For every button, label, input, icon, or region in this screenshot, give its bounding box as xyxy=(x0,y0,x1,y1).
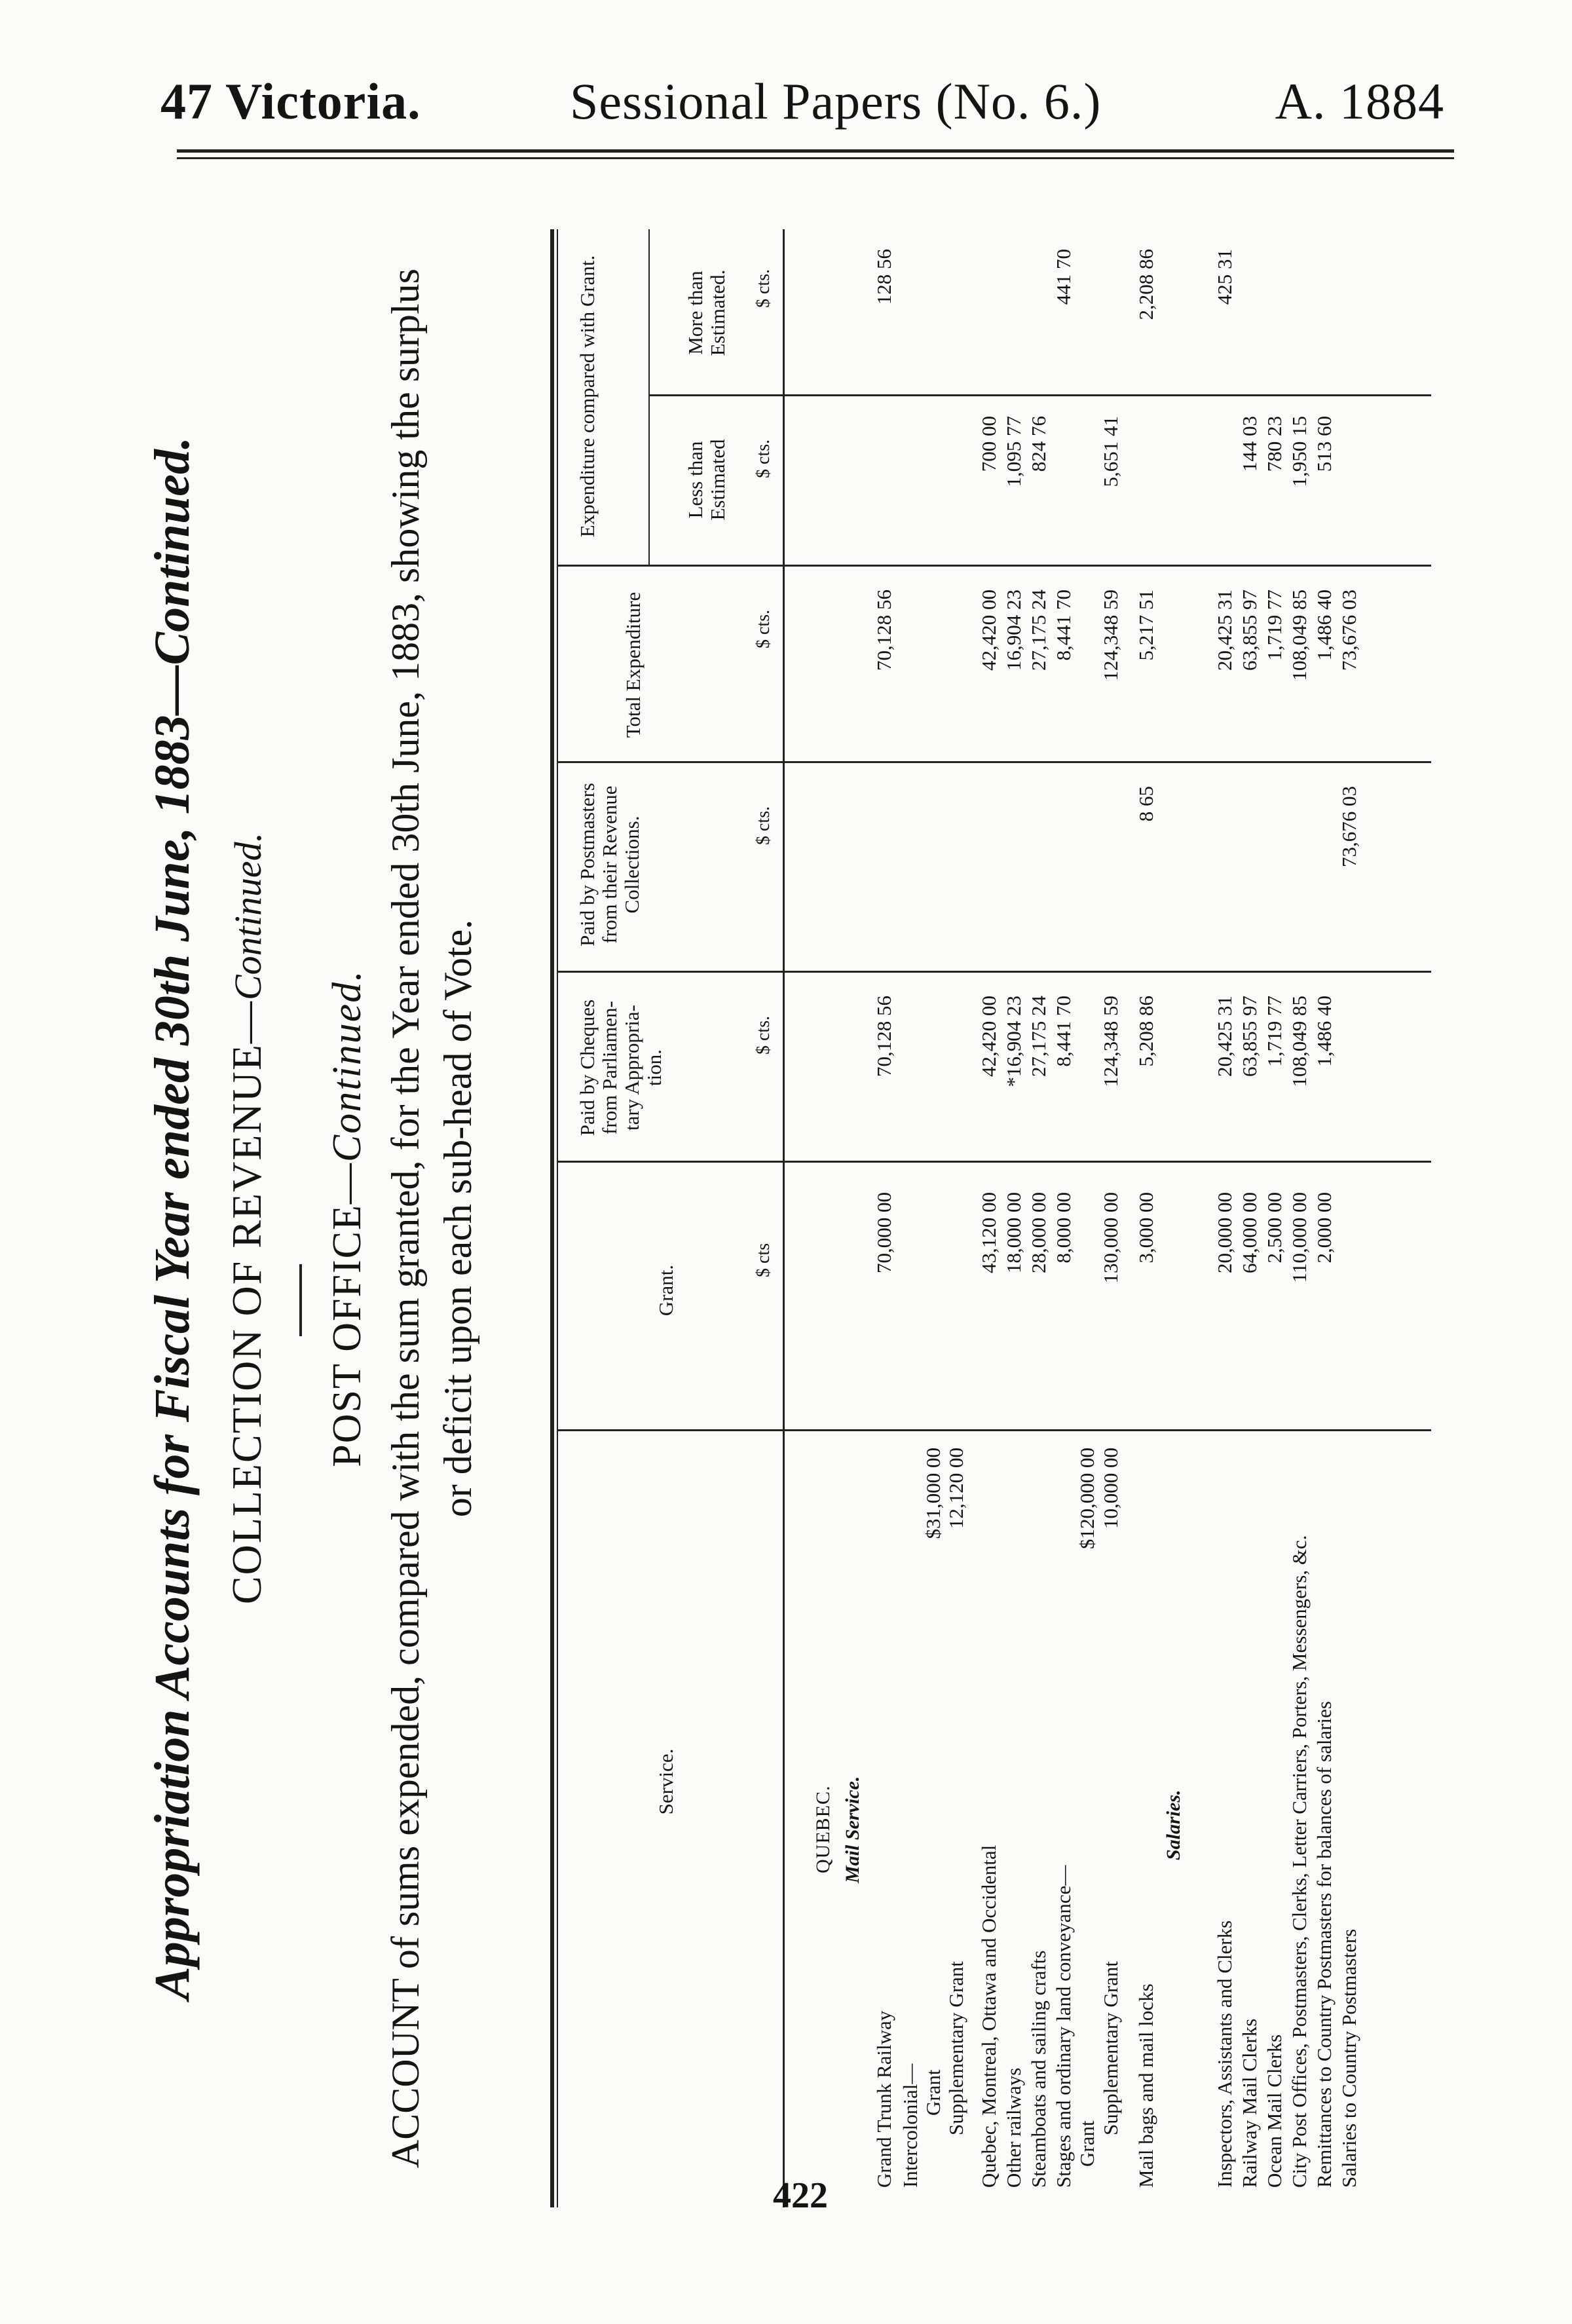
row-cell-total: 1,486 40 xyxy=(1313,590,1336,661)
table-row xyxy=(1098,229,1124,2207)
title-appropriation: Appropriation Accounts for Fiscal Year ended 30th June, 1883—Continued. xyxy=(145,437,200,2000)
row-cell-total: 42,420 00 xyxy=(977,590,1000,671)
row-cell-cheques: 70,128 56 xyxy=(872,996,895,1077)
rotated-page-content xyxy=(128,229,1431,2207)
row-service-label: Grant xyxy=(1076,2120,1098,2167)
row-cell-grant: 8,000 00 xyxy=(1052,1192,1075,1264)
section-mail-service: Mail Service. xyxy=(842,1776,863,1883)
running-head-left: 47 Victoria. xyxy=(160,73,421,130)
table-row xyxy=(1336,229,1362,2207)
header-paid-postmasters: Paid by Postmasters from their Revenue Collections. xyxy=(576,783,643,946)
row-cell-cheques: 8,441 70 xyxy=(1052,996,1075,1067)
header-expenditure-compared: Expenditure compared with Grant. xyxy=(576,255,599,538)
row-service-label: Other railways xyxy=(1002,2067,1025,2188)
header-rule xyxy=(177,149,1454,153)
row-cell-total: 70,128 56 xyxy=(872,590,895,671)
row-cell-cheques: 1,486 40 xyxy=(1313,996,1336,1067)
row-cell-grant: 70,000 00 xyxy=(872,1192,895,1273)
row-cell-more: 128 56 xyxy=(872,249,895,305)
row-cell-total: 63,855 97 xyxy=(1238,590,1261,671)
unit-postmasters: $ cts. xyxy=(753,806,774,845)
unit-cheques: $ cts. xyxy=(753,1015,774,1055)
table-top-rule-thin xyxy=(557,229,558,2207)
row-service-label: Mail bags and mail locks xyxy=(1134,1983,1157,2188)
row-cell-less: 1,950 15 xyxy=(1288,416,1311,487)
row-service-label: Supplementary Grant xyxy=(945,1960,967,2135)
row-service-label: Grant xyxy=(922,2069,945,2116)
row-sub-amount: $31,000 00 xyxy=(922,1448,945,1539)
row-service-label: Grand Trunk Railway xyxy=(872,2010,895,2188)
row-service-label: City Post Offices, Postmasters, Clerks, Letter Carriers, Porters, Messengers, &c. xyxy=(1288,1535,1311,2188)
header-total: Total Expenditure xyxy=(622,591,645,738)
row-cell-cheques: 42,420 00 xyxy=(977,996,1000,1077)
row-cell-less: 700 00 xyxy=(977,416,1000,472)
row-cell-total: 27,175 24 xyxy=(1027,590,1050,671)
row-cell-total: 1,719 77 xyxy=(1263,590,1286,661)
row-cell-more: 441 70 xyxy=(1052,249,1075,305)
header-more-than: More than Estimated. xyxy=(684,269,729,356)
row-cell-less: 1,095 77 xyxy=(1002,416,1025,487)
header-grant: Grant. xyxy=(654,1264,677,1317)
row-sub-amount: 10,000 00 xyxy=(1099,1448,1122,1529)
table-row xyxy=(1026,229,1052,2207)
table-row xyxy=(1212,229,1238,2207)
row-cell-grant: 20,000 00 xyxy=(1213,1192,1236,1273)
table-row xyxy=(897,229,924,2207)
title-post-office xyxy=(324,229,371,2207)
unit-grant: $ cts xyxy=(753,1243,774,1277)
row-service-label: Railway Mail Clerks xyxy=(1238,2018,1261,2188)
row-service-label: Remittances to Country Postmasters for balances of salaries xyxy=(1313,1701,1336,2188)
row-cell-grant: 43,120 00 xyxy=(977,1192,1000,1273)
row-cell-grant: 2,000 00 xyxy=(1313,1192,1336,1264)
row-service-label: Intercolonial— xyxy=(899,2063,922,2188)
table-row xyxy=(1133,229,1159,2207)
row-service-label: Ocean Mail Clerks xyxy=(1263,2034,1286,2188)
table-row xyxy=(976,229,1002,2207)
row-cell-less: 5,651 41 xyxy=(1099,416,1122,487)
row-service-label: Salaries to Country Postmasters xyxy=(1338,1928,1360,2188)
row-cell-cheques: 20,425 31 xyxy=(1213,996,1236,1077)
row-cell-grant: 28,000 00 xyxy=(1027,1192,1050,1273)
short-rule xyxy=(299,1264,302,1336)
title-account-line2: or deficit upon each sub-head of Vote. xyxy=(436,919,479,1518)
row-cell-grant: 3,000 00 xyxy=(1134,1192,1157,1264)
title-account-line1: ACCOUNT of sums expended, compared with the sum granted, for the Year ended 30th June, 1883, showing the surplus xyxy=(384,268,427,2169)
row-cell-grant: 64,000 00 xyxy=(1238,1192,1261,1273)
row-cell-less: 144 03 xyxy=(1238,416,1261,472)
header-rule-thin xyxy=(177,157,1454,159)
row-cell-postmasters: 8 65 xyxy=(1134,786,1157,822)
row-cell-grant: 2,500 00 xyxy=(1263,1192,1286,1264)
row-cell-grant: 18,000 00 xyxy=(1002,1192,1025,1273)
title-collection-main: COLLECTION OF REVENUE— xyxy=(223,1000,270,1605)
table-row xyxy=(1262,229,1288,2207)
row-sub-amount: $120,000 00 xyxy=(1076,1448,1098,1549)
row-cell-cheques: 63,855 97 xyxy=(1238,996,1261,1077)
header-paid-cheques: Paid by Cheques from Parliamen- tary Appropria- tion. xyxy=(576,999,665,1136)
running-head-right: A. 1884 xyxy=(1275,73,1444,130)
row-cell-more: 2,208 86 xyxy=(1134,249,1157,320)
running-head-center: Sessional Papers (No. 6.) xyxy=(570,73,1102,130)
title-post-office-main: POST OFFICE— xyxy=(325,1162,369,1467)
table-row xyxy=(871,229,897,2207)
compared-sub-rule xyxy=(648,229,650,567)
row-cell-cheques: *16,904 23 xyxy=(1002,996,1025,1087)
row-service-label: Quebec, Montreal, Ottawa and Occidental xyxy=(977,1845,1000,2188)
header-service: Service. xyxy=(654,1748,677,1815)
row-sub-amount: 12,120 00 xyxy=(945,1448,967,1529)
row-cell-total: 20,425 31 xyxy=(1213,590,1236,671)
table-row xyxy=(1311,229,1338,2207)
title-post-office-tail: Continued. xyxy=(325,969,369,1163)
title-collection xyxy=(223,229,271,2207)
page-number: 422 xyxy=(773,2175,828,2216)
table-row xyxy=(1237,229,1263,2207)
row-cell-cheques: 1,719 77 xyxy=(1263,996,1286,1067)
row-cell-cheques: 27,175 24 xyxy=(1027,996,1050,1077)
row-cell-less: 513 60 xyxy=(1313,416,1336,472)
title-collection-tail: Continued. xyxy=(227,832,269,1001)
table-row xyxy=(1074,229,1100,2207)
table-row xyxy=(1286,229,1313,2207)
table-row xyxy=(1051,229,1077,2207)
section-salaries: Salaries. xyxy=(1163,1790,1184,1860)
row-cell-more: 425 31 xyxy=(1213,249,1236,305)
header-bottom-rule xyxy=(783,229,785,2207)
table-top-rule xyxy=(550,229,554,2207)
row-service-label: Supplementary Grant xyxy=(1099,1960,1122,2135)
row-cell-grant: 110,000 00 xyxy=(1288,1192,1311,1283)
title-block xyxy=(128,229,612,2207)
row-cell-total: 73,676 03 xyxy=(1338,590,1360,671)
row-cell-total: 8,441 70 xyxy=(1052,590,1075,661)
unit-total: $ cts. xyxy=(753,609,774,648)
row-cell-cheques: 108,049 85 xyxy=(1288,996,1311,1087)
row-cell-grant: 130,000 00 xyxy=(1099,1192,1122,1284)
row-cell-total: 124,348 59 xyxy=(1099,590,1122,681)
section-quebec: QUEBEC. xyxy=(812,1785,834,1873)
row-cell-cheques: 5,208 86 xyxy=(1134,996,1157,1067)
row-cell-total: 16,904 23 xyxy=(1002,590,1025,671)
table-row xyxy=(920,229,946,2207)
table-row xyxy=(1001,229,1027,2207)
row-cell-less: 780 23 xyxy=(1263,416,1286,472)
table-row xyxy=(943,229,969,2207)
row-service-label: Inspectors, Assistants and Clerks xyxy=(1213,1920,1236,2188)
row-cell-total: 108,049 85 xyxy=(1288,590,1311,681)
row-service-label: Stages and ordinary land conveyance— xyxy=(1052,1865,1075,2188)
row-service-label: Steamboats and sailing crafts xyxy=(1027,1950,1050,2188)
appropriation-table xyxy=(550,229,1431,2207)
unit-less: $ cts. xyxy=(753,439,774,478)
header-less-than: Less than Estimated xyxy=(684,439,729,521)
unit-more: $ cts. xyxy=(753,269,774,308)
row-cell-total: 5,217 51 xyxy=(1134,590,1157,661)
row-cell-less: 824 76 xyxy=(1027,416,1050,472)
row-cell-cheques: 124,348 59 xyxy=(1099,996,1122,1087)
row-cell-postmasters: 73,676 03 xyxy=(1338,786,1360,867)
